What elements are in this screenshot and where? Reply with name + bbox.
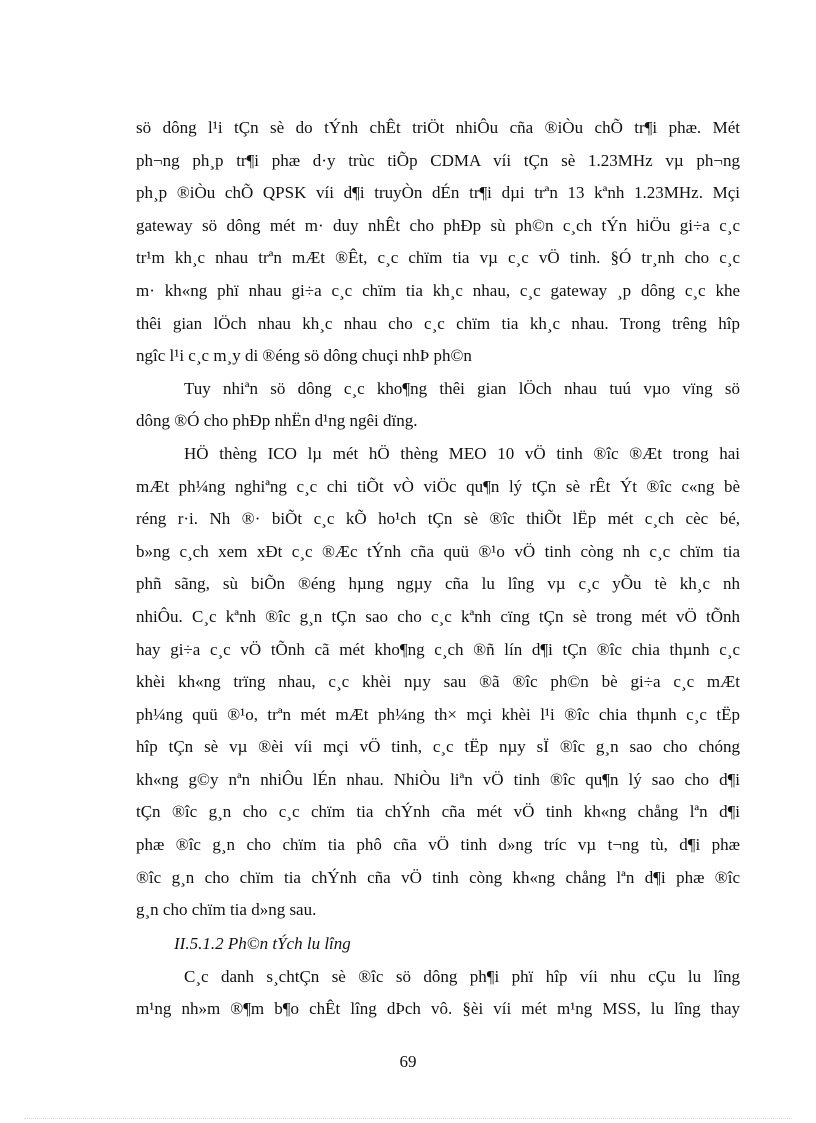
page-number: 69 xyxy=(399,1052,417,1071)
text-line: ph¬ng ph¸p tr¶i phæ d·y trùc tiÕp CDMA víi tÇn sè 1.23MHz vµ ph¬ng xyxy=(136,150,740,170)
text-line: phæ ®îc g¸n cho chïm tia phô cña vÖ tinh d»ng tríc vµ t¬ng tù, d¶i phæ xyxy=(136,835,740,855)
text-line: ®îc g¸n cho chïm tia chÝnh cña vÖ tinh còng kh«ng chång lªn d¶i phæ ®îc xyxy=(136,867,740,887)
text-line: tr¹m kh¸c nhau trªn mÆt ®Êt, c¸c chïm tia vµ c¸c vÖ tinh. §Ó tr¸nh cho c¸c xyxy=(136,248,740,268)
text-line: m¹ng nh»m ®¶m b¶o chÊt lîng dÞch vô. §èi víi mét m¹ng MSS, lu lîng thay xyxy=(136,999,740,1019)
text-line: b»ng c¸ch xem xÐt c¸c ®Æc tÝnh cña quü ®¹o vÖ tinh còng nh c¸c chïm tia xyxy=(136,541,740,561)
text-line: thêi gian lÖch nhau kh¸c nhau cho c¸c chïm tia kh¸c nhau. Trong trêng hîp xyxy=(136,313,740,333)
text-line: gateway sö dông mét m· duy nhÊt cho phÐp sù ph©n c¸ch tÝn hiÖu gi÷a c¸c xyxy=(136,215,740,235)
page-body xyxy=(136,112,740,1026)
text-line: hay gi÷a c¸c vÖ tÕnh cã mét kho¶ng c¸ch ®ñ lín d¶i tÇn ®îc chia thµnh c¸c xyxy=(136,639,740,659)
text-line: m· kh«ng phï nhau gi÷a c¸c chïm tia kh¸c nhau, c¸c gateway ¸p dông c¸c khe xyxy=(136,280,740,300)
paragraph-2 xyxy=(136,373,740,438)
text-line: HÖ thèng ICO lµ mét hÖ thèng MEO 10 vÖ tinh ®îc ®Æt trong hai xyxy=(184,443,740,463)
text-line: phñ sãng, sù biÕn ®éng hµng ngµy cña lu lîng vµ c¸c yÕu tè kh¸c nh xyxy=(136,574,740,594)
text-line: réng r·i. Nh ®· biÕt c¸c kÕ ho¹ch tÇn sè ®îc thiÕt lËp mét c¸ch cèc bé, xyxy=(136,509,740,529)
paragraph-4 xyxy=(136,961,740,1026)
section-heading: II.5.1.2 Ph©n tÝch lu lîng xyxy=(174,933,351,953)
text-line: kh«ng g©y nªn nhiÔu lÉn nhau. NhiÒu liªn vÖ tinh ®îc qu¶n lý sao cho d¶i xyxy=(136,769,740,789)
text-line: hîp tÇn sè vµ ®èi víi mçi vÖ tinh, c¸c tËp nµy sÏ ®îc g¸n sao cho chóng xyxy=(136,737,740,757)
text-line: sö dông l¹i tÇn sè do tÝnh chÊt triÖt nhiÔu cña ®iÒu chÕ tr¶i phæ. Mét xyxy=(136,118,740,137)
text-line: dông ®Ó cho phÐp nhËn d¹ng ngêi dïng. xyxy=(136,411,418,431)
text-line: ngîc l¹i c¸c m¸y di ®éng sö dông chuçi nhÞ ph©n xyxy=(136,346,472,366)
text-line: tÇn ®îc g¸n cho c¸c chïm tia chÝnh cña mét vÖ tinh kh«ng chång lªn d¶i xyxy=(136,802,740,822)
text-line: Tuy nhiªn sö dông c¸c kho¶ng thêi gian lÖch nhau tuú vµo vïng sö xyxy=(184,378,740,398)
text-line: C¸c danh s¸chtÇn sè ®îc sö dông ph¶i phï hîp víi nhu cÇu lu lîng xyxy=(184,966,740,986)
text-line: mÆt ph¼ng nghiªng c¸c chi tiÕt vÒ viÖc qu¶n lý tÇn sè rÊt Ýt ®îc c«ng bè xyxy=(136,476,740,496)
text-line: khèi kh«ng trïng nhau, c¸c khèi nµy sau ®ã ®îc ph©n bè gi÷a c¸c mÆt xyxy=(136,672,740,692)
text-line: ph¸p ®iÒu chÕ QPSK víi d¶i truyÒn dÉn tr¶i dµi trªn 13 kªnh 1.23MHz. Mçi xyxy=(136,183,740,203)
paragraph-3 xyxy=(136,438,740,927)
text-line: ph¼ng quü ®¹o, trªn mét mÆt ph¼ng th× mçi khèi l¹i ®îc chia thµnh c¸c tËp xyxy=(136,704,740,724)
text-line: nhiÔu. C¸c kªnh ®îc g¸n tÇn sao cho c¸c kªnh cïng tÇn sè trong mét vÖ tÕnh xyxy=(136,606,740,626)
page-edge-divider xyxy=(24,1118,792,1119)
text-line: g¸n cho chïm tia d»ng sau. xyxy=(136,900,317,920)
paragraph-1 xyxy=(136,112,740,373)
